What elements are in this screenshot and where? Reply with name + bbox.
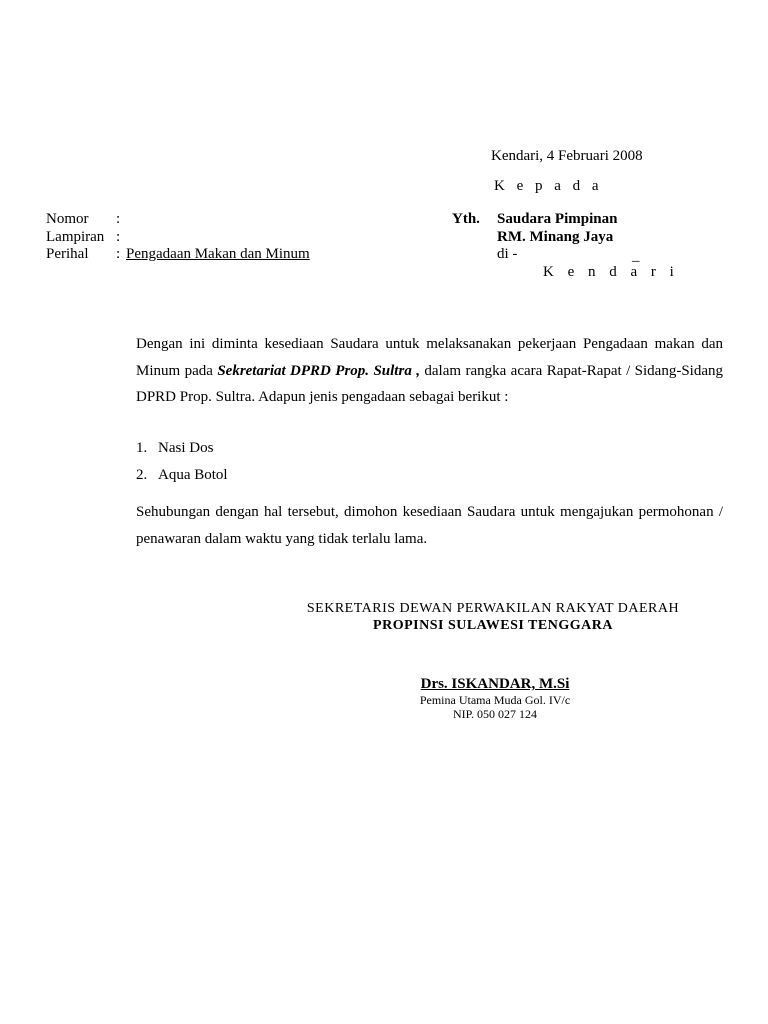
list-item bbox=[136, 467, 228, 484]
list-item-text: Nasi Dos bbox=[158, 440, 214, 456]
paragraph-1-emphasis: Sekretariat DPRD Prop. Sultra , bbox=[217, 362, 420, 379]
recipient-line-3: di - bbox=[497, 246, 518, 262]
paragraph-1-end: dalam rangka acara Rapat-Rapat / Sidang-Sidang DPRD Prop. Sultra. Adapun jenis pengadaan sebagai berikut : bbox=[136, 362, 723, 405]
signatory-nip: NIP. 050 027 124 bbox=[452, 707, 537, 721]
kepada-label: K e p a d a bbox=[494, 178, 603, 194]
signatory-name: Drs. ISKANDAR, M.Si bbox=[420, 676, 570, 692]
perihal-separator: : bbox=[116, 246, 121, 262]
lampiran-label: Lampiran bbox=[46, 229, 105, 245]
body-paragraph-1 bbox=[136, 331, 723, 411]
lampiran-separator: : bbox=[116, 229, 121, 245]
perihal-label: Perihal bbox=[46, 246, 89, 262]
nomor-label: Nomor bbox=[46, 211, 89, 227]
recipient-line-2: RM. Minang Jaya bbox=[497, 229, 614, 245]
signature-organization bbox=[283, 600, 703, 634]
nomor-separator: : bbox=[116, 211, 121, 227]
underscore-mark: _ bbox=[632, 248, 640, 264]
org-line-1: SEKRETARIS DEWAN PERWAKILAN RAKYAT DAERAH bbox=[306, 601, 680, 616]
recipient-line-1: Saudara Pimpinan bbox=[497, 211, 618, 227]
org-line-2: PROPINSI SULAWESI TENGGARA bbox=[373, 618, 613, 633]
paragraph-2-text: Sehubungan dengan hal tersebut, dimohon kesediaan Saudara untuk mengajukan permohonan / penawaran dalam waktu yang tidak terlalu lama. bbox=[136, 504, 723, 547]
signatory-rank: Pemina Utama Muda Gol. IV/c bbox=[419, 693, 571, 707]
list-item-number: 2. bbox=[136, 467, 148, 483]
paragraph-1-start: Dengan ini diminta kesediaan Saudara untuk melaksanakan pekerjaan Pengadaan makan dan Minum pada bbox=[136, 336, 723, 379]
signatory bbox=[375, 676, 615, 721]
body-paragraph-2 bbox=[136, 499, 723, 552]
recipient-city: K e n d a r i bbox=[543, 264, 679, 280]
perihal-value: Pengadaan Makan dan Minum bbox=[126, 246, 310, 262]
list-item bbox=[136, 440, 213, 457]
letter-date: Kendari, 4 Februari 2008 bbox=[491, 148, 643, 164]
list-item-number: 1. bbox=[136, 440, 148, 456]
yth-label: Yth. bbox=[452, 211, 480, 227]
list-item-text: Aqua Botol bbox=[158, 467, 228, 483]
